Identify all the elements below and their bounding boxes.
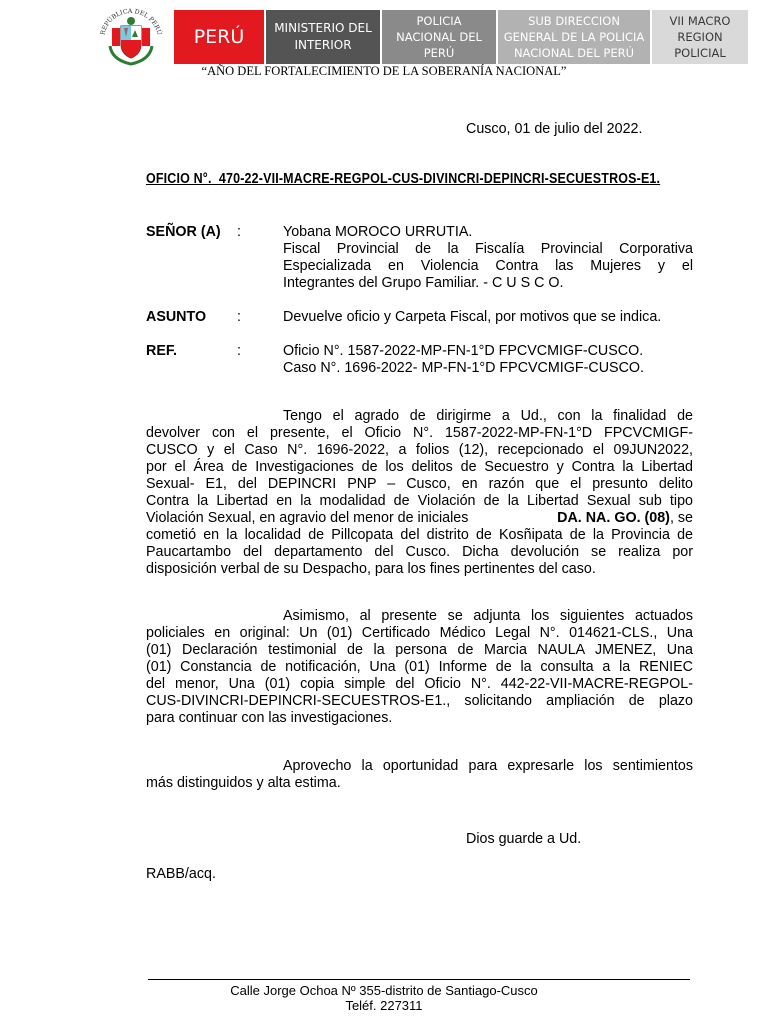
- p2-line4: (01) Constancia de notificación, Una (01) Informe de la consulta a la RENIEC: [146, 659, 693, 675]
- victim-initials: DA. NA. GO. (08): [557, 510, 670, 526]
- peru-box: [174, 10, 264, 64]
- ref-line2: Caso N°. 1696-2022- MP-FN-1°D FPCVCMIGF-CUSCO.: [283, 360, 644, 376]
- oficio-prefix: OFICIO N°.: [146, 171, 212, 187]
- p2-line5: del menor, Una (01) copia simple del Oficio N°. 442-22-VII-MACRE-REGPOL-: [146, 676, 693, 692]
- initials: RABB/acq.: [146, 866, 216, 882]
- p1-line2: devolver con el presente, el Oficio N°. 1587-2022-MP-FN-1°D FPCVCMIGF-: [146, 425, 693, 441]
- subdireccion-box: [498, 10, 650, 64]
- macro-region-label: VII MACRO REGION POLICIAL: [669, 14, 731, 60]
- p2-line6: CUS-DIVINCRI-DEPINCRI-SECUESTROS-E1., solicitando ampliación de plazo: [146, 693, 693, 709]
- p1-line5: Sexual- E1, del DEPINCRI PNP – Cusco, en razón que el presunto delito: [146, 476, 693, 492]
- asunto-text: Devuelve oficio y Carpeta Fiscal, por motivos que se indica.: [283, 309, 662, 325]
- senor-line2: Especializada en Violencia Contra las Mujeres y el: [283, 258, 693, 274]
- peru-label: PERÚ: [193, 26, 245, 48]
- asunto-colon: :: [237, 309, 241, 325]
- p1-line9: Paucartambo del departamento del Cusco. Dicha devolución se realiza por: [146, 544, 693, 560]
- p2-line1: Asimismo, al presente se adjunta los siguientes actuados: [283, 608, 693, 624]
- ref-colon: :: [237, 343, 241, 359]
- oficio-number: 470-22-: [218, 171, 264, 187]
- motto: “AÑO DEL FORTALECIMIENTO DE LA SOBERANÍA NACIONAL”: [201, 64, 567, 78]
- p1-line10: disposición verbal de su Despacho, para los fines pertinentes del caso.: [146, 561, 596, 577]
- senor-name: Yobana MOROCO URRUTIA.: [283, 224, 473, 240]
- senor-label: SEÑOR (A): [146, 224, 221, 240]
- footer-address: Calle Jorge Ochoa Nº 355-distrito de Santiago-Cusco: [230, 983, 538, 998]
- coat-of-arms-seal: [94, 6, 168, 68]
- p1-line7-bold-wrap: [557, 510, 693, 527]
- subdireccion-label: SUB DIRECCION GENERAL DE LA POLICIA NACIONAL DEL PERÚ: [503, 14, 645, 60]
- footer-divider: [148, 979, 690, 980]
- senor-colon: :: [237, 224, 241, 240]
- ref-label: REF.: [146, 343, 177, 359]
- seal-text: REPÚBLICA DEL PERÚ: [99, 7, 163, 36]
- p3-line1: Aprovecho la oportunidad para expresarle los sentimientos: [283, 758, 693, 774]
- p2-line2: policiales en original: Un (01) Certificado Médico Legal N°. 014621-CLS., Una: [146, 625, 693, 641]
- p3-line2: más distinguidos y alta estima.: [146, 775, 341, 791]
- p1-line1: Tengo el agrado de dirigirme a Ud., con la finalidad de: [283, 408, 693, 424]
- oficio-code: VII-MACRE-REGPOL-CUS-DIVINCRI-DEPINCRI-SECUESTROS-E1.: [263, 171, 661, 187]
- macro-region-box: [652, 10, 748, 64]
- p1-line8: cometió en la localidad de Pillcopata del distrito de Kosñipata de la Provincia de: [146, 527, 693, 543]
- footer-phone: Teléf. 227311: [345, 998, 423, 1013]
- policia-box: [382, 10, 496, 64]
- p2-line7: para continuar con las investigaciones.: [146, 710, 393, 726]
- senor-line3: Integrantes del Grupo Familiar. - C U S C O.: [283, 275, 564, 291]
- p1-line3: CUSCO y el Caso N°. 1696-2022, a folios (12), recepcionado el 09JUN2022,: [146, 442, 693, 458]
- date-line: Cusco, 01 de julio del 2022.: [466, 121, 643, 137]
- policia-label: POLICIA NACIONAL DEL PERÚ: [396, 14, 482, 60]
- asunto-label: ASUNTO: [146, 309, 207, 325]
- ref-line1: Oficio N°. 1587-2022-MP-FN-1°D FPCVCMIGF-CUSCO.: [283, 343, 644, 359]
- p2-line3: (01) Declaración testimonial de la persona de Marcia NAULA JMENEZ, Una: [146, 642, 693, 658]
- p1-line7-a: Violación Sexual, en agravio del menor de iniciales: [146, 510, 469, 526]
- p1-line7-c: , se: [669, 510, 693, 526]
- ministerio-label: MINISTERIO DEL INTERIOR: [274, 21, 372, 52]
- closing-line: Dios guarde a Ud.: [466, 831, 582, 847]
- senor-line1: Fiscal Provincial de la Fiscalía Provincial Corporativa: [283, 241, 693, 257]
- p1-line4: por el Área de Investigaciones de los delitos de Secuestro y Contra la Libertad: [146, 459, 693, 475]
- ministerio-box: [266, 10, 380, 64]
- oficio-title: [146, 171, 660, 187]
- p1-line6: Contra la Libertad en la modalidad de Violación de la Libertad Sexual sub tipo: [146, 493, 693, 509]
- p1-line7: [146, 510, 693, 527]
